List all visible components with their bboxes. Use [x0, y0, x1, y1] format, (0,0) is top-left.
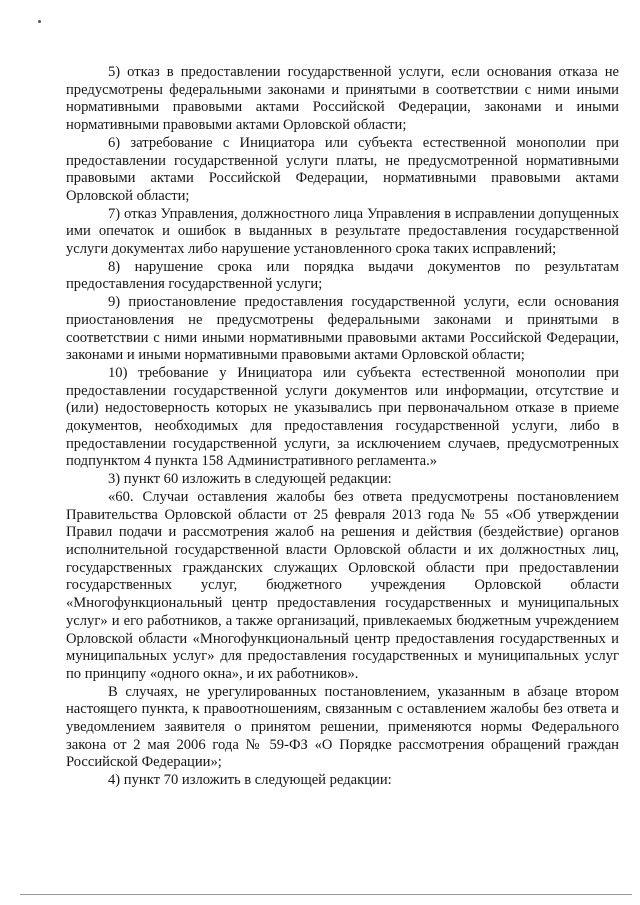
paragraph-item-8: 8) нарушение срока или порядка выдачи документов по результатам предоставления государственной услуги; — [66, 258, 619, 293]
paragraph-item-6: 6) затребование с Инициатора или субъекта естественной монополии при предоставлении государственной услуги платы, не предусмотренной нормативными правовыми актами Российской Федерации, нормативными правовыми актами Орловской области; — [66, 134, 619, 204]
bottom-divider — [20, 894, 632, 895]
paragraph-amendment-3: 3) пункт 60 изложить в следующей редакции: — [108, 471, 392, 488]
paragraph-item-7: 7) отказ Управления, должностного лица Управления в исправлении допущенных ими опечаток и ошибок в выданных в результате предоставления государственной услуги документах либо нарушение установленного срока таких исправлений; — [66, 205, 619, 258]
paragraph-clause-60: «60. Случаи оставления жалобы без ответа предусмотрены постановлением Правительства Орловской области от 25 февраля 2013 года № 55 «Об утверждении Правил подачи и рассмотрения жалоб на решения и действия (бездействие) органов исполнительной государственной власти Орловской области и их должностных лиц, государственных гражданских служащих Орловской области при предоставлении государственных услуг, бюджетного учреждения Орловской области «Многофункциональный центр предоставления государственных и муниципальных услуг» и его работников, а также организаций, привлекаемых бюджетным учреждением Орловской области «Многофункциональный центр предоставления государственных и муниципальных услуг» для предоставления государственных и муниципальных услуг по принципу «одного окна», и их работников». — [66, 488, 619, 682]
scan-speck — [38, 20, 41, 23]
paragraph-item-5: 5) отказ в предоставлении государственной услуги, если основания отказа не предусмотрены федеральными законами и принятыми в соответствии с ними иными нормативными правовыми актами Российской Федерации, законами и иными нормативными правовыми актами Орловской области; — [66, 64, 619, 134]
paragraph-item-10: 10) требование у Инициатора или субъекта естественной монополии при предоставлении государственной услуги документов или информации, отсутствие и (или) недостоверность которых не указывались при первоначальном отказе в приеме документов, необходимых для предоставления государственной услуги, либо в предоставлении государственной услуги, за исключением случаев, предусмотренных подпунктом 4 пункта 158 Административного регламента.» — [66, 364, 619, 470]
paragraph-item-9: 9) приостановление предоставления государственной услуги, если основания приостановления не предусмотрены федеральными законами и принятыми в соответствии с ними иными нормативными правовыми актами Российской Федерации, законами и иными нормативными правовыми актами Орловской области; — [66, 294, 619, 364]
paragraph-amendment-4: 4) пункт 70 изложить в следующей редакции: — [108, 772, 392, 789]
paragraph-clause-60-second: В случаях, не урегулированных постановлением, указанным в абзаце втором настоящего пункта, к правоотношениям, связанным с оставлением жалобы без ответа и уведомлением заявителя о принятом решении, применяются нормы Федерального закона от 2 мая 2006 года № 59-ФЗ «О Порядке рассмотрения обращений граждан Российской Федерации»; — [66, 683, 619, 771]
document-body — [66, 64, 619, 790]
